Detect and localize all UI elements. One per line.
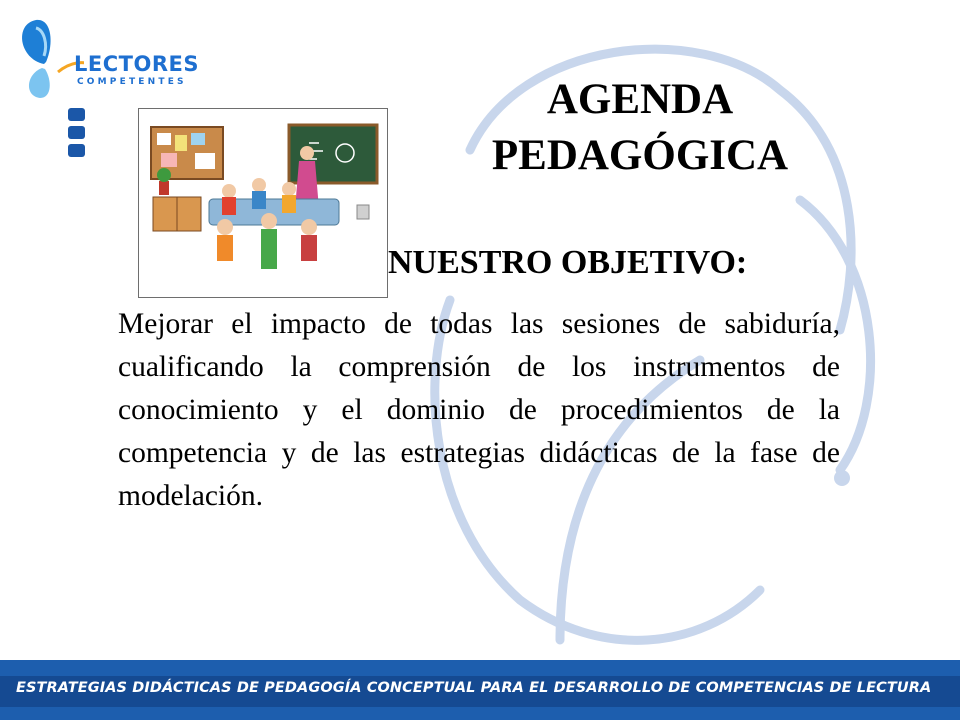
footer-banner	[0, 660, 960, 720]
dot	[68, 126, 85, 139]
objective-heading: NUESTRO OBJETIVO:	[388, 244, 748, 281]
title-line-2: PEDAGÓGICA	[491, 132, 789, 179]
decorative-dots	[68, 108, 88, 170]
dot	[68, 108, 85, 121]
footer-text: ESTRATEGIAS DIDÁCTICAS DE PEDAGOGÍA CONCEPTUAL PARA EL DESARROLLO DE COMPETENCIAS DE LECTURA	[16, 680, 932, 696]
classroom-illustration	[138, 108, 388, 298]
objective-body: Mejorar el impacto de todas las sesiones de sabiduría, cualificando la comprensión de los instrumentos de conocimiento y el dominio de procedimientos de la competencia y de las estrategias didácticas de la fase de modelación.	[118, 308, 840, 512]
title-line-1: AGENDA	[546, 76, 734, 123]
logo-wordmark: LECTORES	[74, 52, 199, 76]
lectores-competentes-logo	[14, 14, 199, 104]
dot	[68, 144, 85, 157]
logo-subtitle: COMPETENTES	[77, 77, 187, 87]
page-title	[430, 72, 850, 184]
